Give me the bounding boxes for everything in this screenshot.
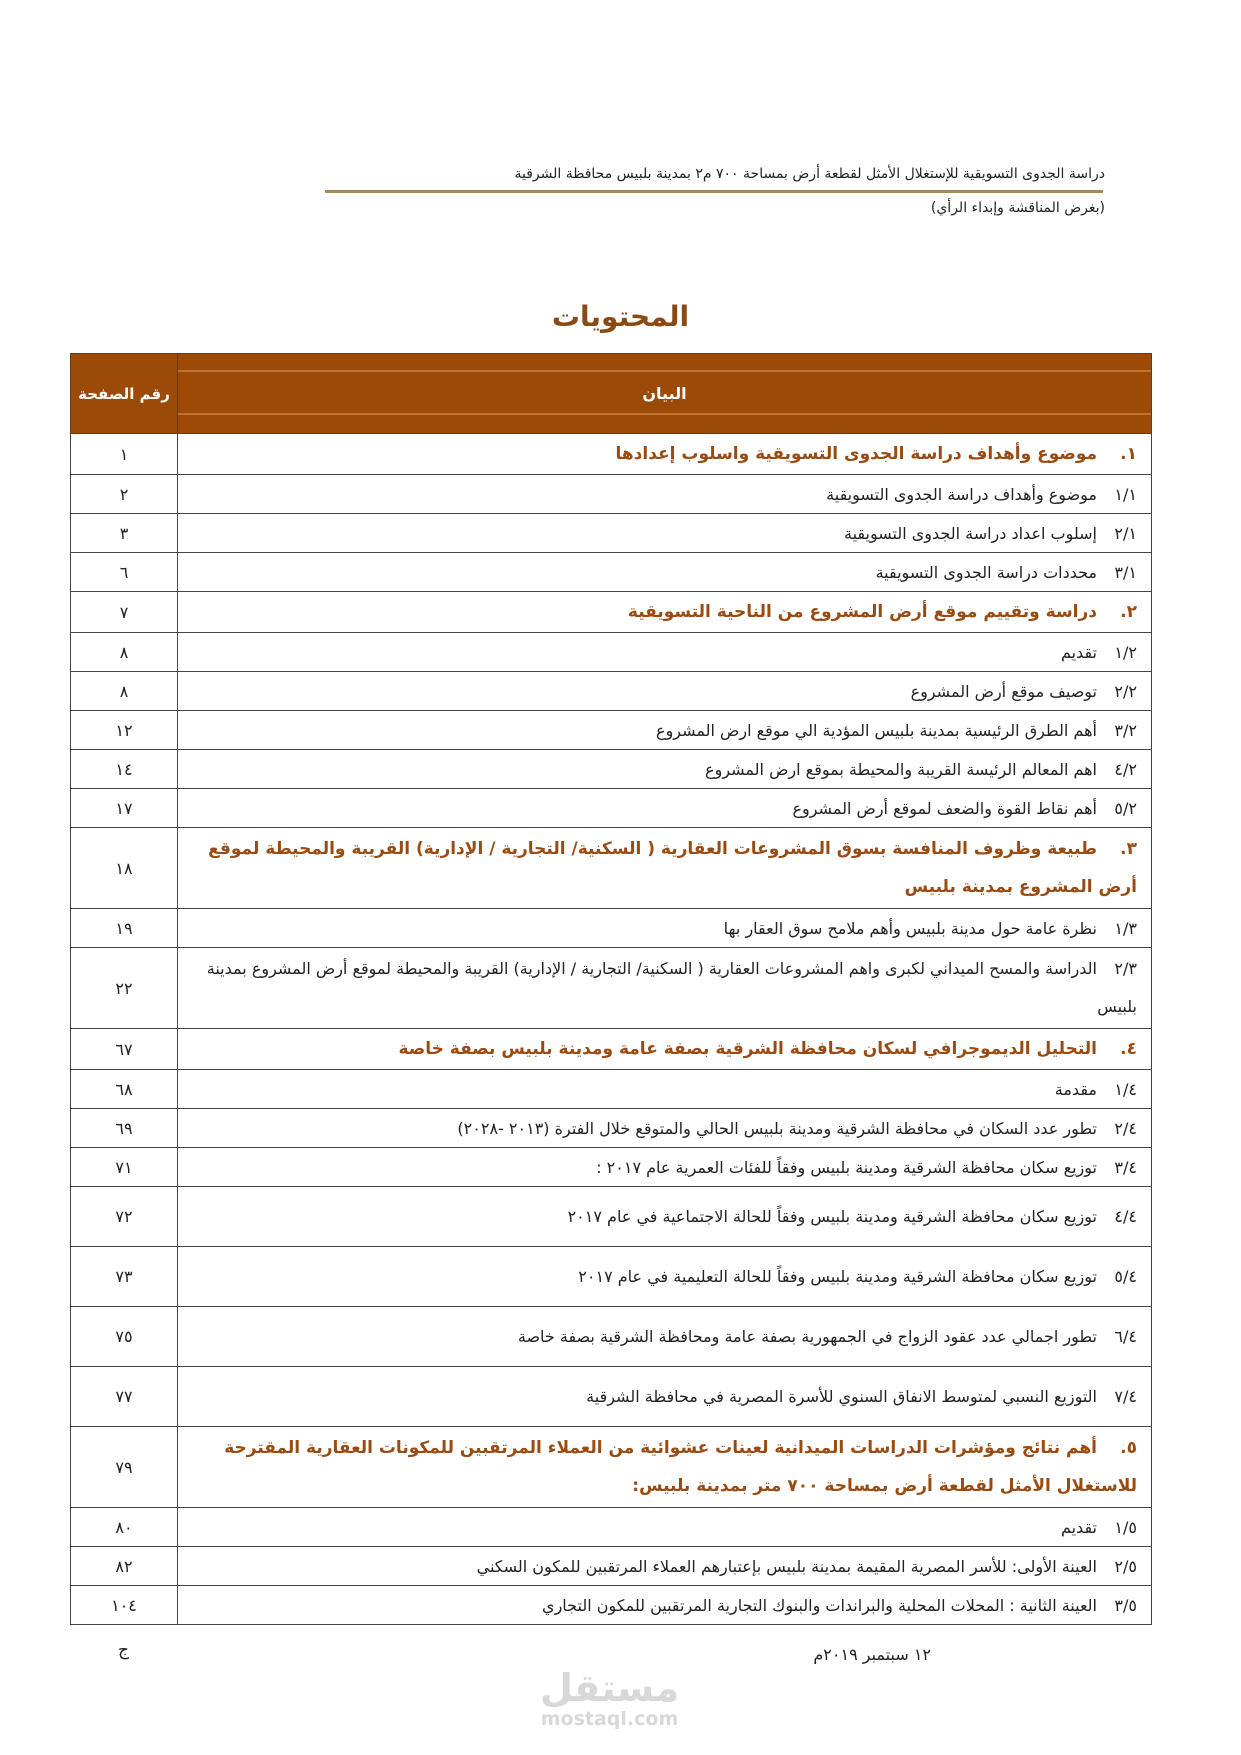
toc-entry <box>178 633 1152 672</box>
toc-row <box>71 1148 1152 1187</box>
toc-entry-number: ٢/١ <box>1114 523 1137 543</box>
toc-entry <box>178 1148 1152 1187</box>
toc-page-number: ٦٧ <box>71 1029 178 1070</box>
toc-page-number: ٢ <box>71 475 178 514</box>
document-header-title: دراسة الجدوى التسويقية للإستغلال الأمثل لقطعة أرض بمساحة ٧٠٠ م٢ بمدينة بلبيس محافظة الشرقية <box>514 166 1105 182</box>
toc-page-number: ٨٠ <box>71 1508 178 1547</box>
toc-page-number: ٨ <box>71 633 178 672</box>
document-header-subtitle: (بغرض المناقشة وإبداء الرأي) <box>930 200 1105 216</box>
toc-entry <box>178 672 1152 711</box>
toc-row <box>71 1508 1152 1547</box>
toc-table <box>70 353 1152 1625</box>
toc-page-number: ١٤ <box>71 750 178 789</box>
toc-title: المحتويات <box>551 300 690 333</box>
toc-entry-number: ١/٤ <box>1114 1079 1137 1099</box>
toc-entry-text: أهم نتائج ومؤشرات الدراسات الميدانية لعينات عشوائية من العملاء المرتقبين للمكونات العقارية المقترحة للاستغلال الأمثل لقطعة أرض بمساحة ٧٠٠ متر بمدينة بلبيس: <box>224 1438 1137 1496</box>
footer-page-letter: ج <box>118 1640 129 1660</box>
toc-page-number: ٦٩ <box>71 1109 178 1148</box>
toc-entry <box>178 434 1152 475</box>
toc-row <box>71 475 1152 514</box>
toc-entry-number: ٤/٢ <box>1114 759 1137 779</box>
toc-row <box>71 750 1152 789</box>
header-divider <box>325 190 1103 193</box>
toc-entry-text: التحليل الديموجرافي لسكان محافظة الشرقية بصفة عامة ومدينة بلبيس بصفة خاصة <box>398 1039 1097 1059</box>
toc-page-number: ١ <box>71 434 178 475</box>
toc-entry <box>178 1070 1152 1109</box>
toc-section-row <box>71 1029 1152 1070</box>
toc-page-number: ١٩ <box>71 909 178 948</box>
toc-entry-text: إسلوب اعداد دراسة الجدوى التسويقية <box>844 523 1097 543</box>
toc-entry-number: ٧/٤ <box>1114 1387 1137 1406</box>
toc-row <box>71 514 1152 553</box>
toc-row <box>71 1367 1152 1427</box>
toc-entry-text: أهم الطرق الرئيسية بمدينة بلبيس المؤدية الي موقع ارض المشروع <box>656 720 1097 740</box>
footer-date: ١٢ سبتمبر ٢٠١٩م <box>813 1645 931 1664</box>
toc-entry <box>178 1187 1152 1247</box>
toc-entry-number: ١. <box>1120 444 1137 464</box>
toc-entry-text: محددات دراسة الجدوى التسويقية <box>875 562 1097 582</box>
toc-entry-number: ٢/٥ <box>1114 1556 1137 1576</box>
toc-entry-number: ٣/١ <box>1114 562 1137 582</box>
toc-entry <box>178 553 1152 592</box>
toc-section-row <box>71 828 1152 909</box>
toc-entry-text: العينة الثانية : المحلات المحلية والبراندات والبنوك التجارية المرتقبين للمكون التجاري <box>542 1595 1097 1615</box>
toc-entry-number: ٢/٢ <box>1114 681 1137 701</box>
toc-entry-text: تقديم <box>1060 642 1097 662</box>
toc-entry-text: نظرة عامة حول مدينة بلبيس وأهم ملامح سوق العقار بها <box>723 918 1097 938</box>
toc-page-number: ٦٨ <box>71 1070 178 1109</box>
toc-entry-number: ٥/٤ <box>1114 1267 1137 1286</box>
watermark-logo-en: mostaql.com <box>540 1708 679 1730</box>
toc-entry-number: ٣. <box>1120 839 1137 859</box>
toc-row <box>71 1247 1152 1307</box>
toc-row <box>71 1547 1152 1586</box>
toc-entry-text: موضوع وأهداف دراسة الجدوى التسويقية واسلوب إعدادها <box>615 444 1097 464</box>
toc-page-number: ٨ <box>71 672 178 711</box>
toc-entry <box>178 1586 1152 1625</box>
toc-entry <box>178 1547 1152 1586</box>
toc-page-number: ٧٣ <box>71 1247 178 1307</box>
toc-page-number: ١٨ <box>71 828 178 909</box>
toc-page-number: ١٢ <box>71 711 178 750</box>
toc-entry <box>178 789 1152 828</box>
toc-row <box>71 909 1152 948</box>
toc-entry <box>178 909 1152 948</box>
toc-entry <box>178 592 1152 633</box>
toc-entry-text: توزيع سكان محافظة الشرقية ومدينة بلبيس وفقاً للفئات العمرية عام ٢٠١٧ : <box>596 1157 1097 1177</box>
toc-row <box>71 672 1152 711</box>
toc-entry <box>178 948 1152 1029</box>
toc-page-number: ٧١ <box>71 1148 178 1187</box>
toc-entry <box>178 1247 1152 1307</box>
toc-entry-number: ١/١ <box>1114 484 1137 504</box>
toc-row <box>71 1070 1152 1109</box>
toc-row <box>71 711 1152 750</box>
toc-page-number: ٨٢ <box>71 1547 178 1586</box>
toc-entry-number: ١/٣ <box>1114 918 1137 938</box>
toc-entry-text: الدراسة والمسح الميداني لكبرى واهم المشروعات العقارية ( السكنية/ التجارية / الإدارية) القريبة والمحيطة لموقع أرض المشروع بمدينة بلبيس <box>206 959 1137 1016</box>
toc-entry-text: أهم نقاط القوة والضعف لموقع أرض المشروع <box>792 798 1097 818</box>
toc-entry <box>178 750 1152 789</box>
toc-entry-number: ٥. <box>1120 1438 1137 1458</box>
toc-section-row <box>71 1427 1152 1508</box>
toc-entry <box>178 1029 1152 1070</box>
toc-row <box>71 1187 1152 1247</box>
toc-entry-number: ١/٥ <box>1114 1517 1137 1537</box>
toc-entry <box>178 475 1152 514</box>
toc-entry-text: طبيعة وظروف المنافسة بسوق المشروعات العقارية ( السكنية/ التجارية / الإدارية) القريبة والمحيطة لموقع أرض المشروع بمدينة بلبيس <box>208 839 1137 897</box>
toc-entry-text: تقديم <box>1060 1517 1097 1537</box>
mostaql-watermark <box>540 1668 679 1730</box>
toc-entry-text: تطور عدد السكان في محافظة الشرقية ومدينة بلبيس الحالي والمتوقع خلال الفترة (٢٠١٣ -٢٠٢٨) <box>457 1118 1097 1138</box>
toc-page-number: ٧ <box>71 592 178 633</box>
toc-row <box>71 1307 1152 1367</box>
toc-entry-number: ٢/٣ <box>1114 959 1137 978</box>
toc-page-number: ٦ <box>71 553 178 592</box>
toc-page-number: ١٠٤ <box>71 1586 178 1625</box>
col-header-description: البيان <box>178 354 1152 434</box>
toc-entry-number: ٢. <box>1120 602 1137 622</box>
col-header-page: رقم الصفحة <box>71 354 178 434</box>
toc-entry-text: توصيف موقع أرض المشروع <box>910 681 1097 701</box>
toc-section-row <box>71 592 1152 633</box>
toc-row <box>71 553 1152 592</box>
toc-entry-number: ٥/٢ <box>1114 798 1137 818</box>
toc-entry-number: ٤/٤ <box>1114 1207 1137 1226</box>
toc-section-row <box>71 434 1152 475</box>
toc-row <box>71 1109 1152 1148</box>
toc-entry-number: ٣/٤ <box>1114 1157 1137 1177</box>
toc-row <box>71 948 1152 1029</box>
toc-entry-number: ١/٢ <box>1114 642 1137 662</box>
toc-page-number: ٧٢ <box>71 1187 178 1247</box>
toc-entry <box>178 1508 1152 1547</box>
toc-entry <box>178 514 1152 553</box>
toc-page-number: ٧٥ <box>71 1307 178 1367</box>
toc-entry-text: تطور اجمالي عدد عقود الزواج في الجمهورية بصفة عامة ومحافظة الشرقية بصفة خاصة <box>517 1327 1097 1346</box>
toc-page-number: ٧٩ <box>71 1427 178 1508</box>
toc-entry <box>178 1367 1152 1427</box>
toc-entry-text: التوزيع النسبي لمتوسط الانفاق السنوي للأسرة المصرية في محافظة الشرقية <box>586 1387 1097 1406</box>
toc-entry <box>178 1307 1152 1367</box>
toc-entry <box>178 1109 1152 1148</box>
toc-entry-number: ٢/٤ <box>1114 1118 1137 1138</box>
toc-entry-text: توزيع سكان محافظة الشرقية ومدينة بلبيس وفقاً للحالة الاجتماعية في عام ٢٠١٧ <box>567 1207 1097 1226</box>
toc-page-number: ٧٧ <box>71 1367 178 1427</box>
toc-entry-text: دراسة وتقييم موقع أرض المشروع من الناحية التسويقية <box>627 602 1097 622</box>
toc-page-number: ١٧ <box>71 789 178 828</box>
toc-entry-text: اهم المعالم الرئيسة القريبة والمحيطة بموقع ارض المشروع <box>705 759 1097 779</box>
toc-page-number: ٢٢ <box>71 948 178 1029</box>
watermark-logo-ar: مستقل <box>540 1666 679 1710</box>
toc-entry-number: ٣/٥ <box>1114 1595 1137 1615</box>
toc-entry <box>178 1427 1152 1508</box>
toc-entry <box>178 711 1152 750</box>
toc-row <box>71 633 1152 672</box>
toc-entry-text: توزيع سكان محافظة الشرقية ومدينة بلبيس وفقاً للحالة التعليمية في عام ٢٠١٧ <box>578 1267 1097 1286</box>
toc-entry-text: موضوع وأهداف دراسة الجدوى التسويقية <box>826 484 1097 504</box>
toc-entry-text: مقدمة <box>1054 1079 1097 1099</box>
toc-entry-text: العينة الأولى: للأسر المصرية المقيمة بمدينة بلبيس بإعتبارهم العملاء المرتقبين للمكون السكني <box>476 1556 1097 1576</box>
toc-entry-number: ٣/٢ <box>1114 720 1137 740</box>
toc-entry-number: ٤. <box>1120 1039 1137 1059</box>
toc-page-number: ٣ <box>71 514 178 553</box>
toc-row <box>71 1586 1152 1625</box>
toc-entry-number: ٦/٤ <box>1114 1327 1137 1346</box>
toc-entry <box>178 828 1152 909</box>
toc-row <box>71 789 1152 828</box>
